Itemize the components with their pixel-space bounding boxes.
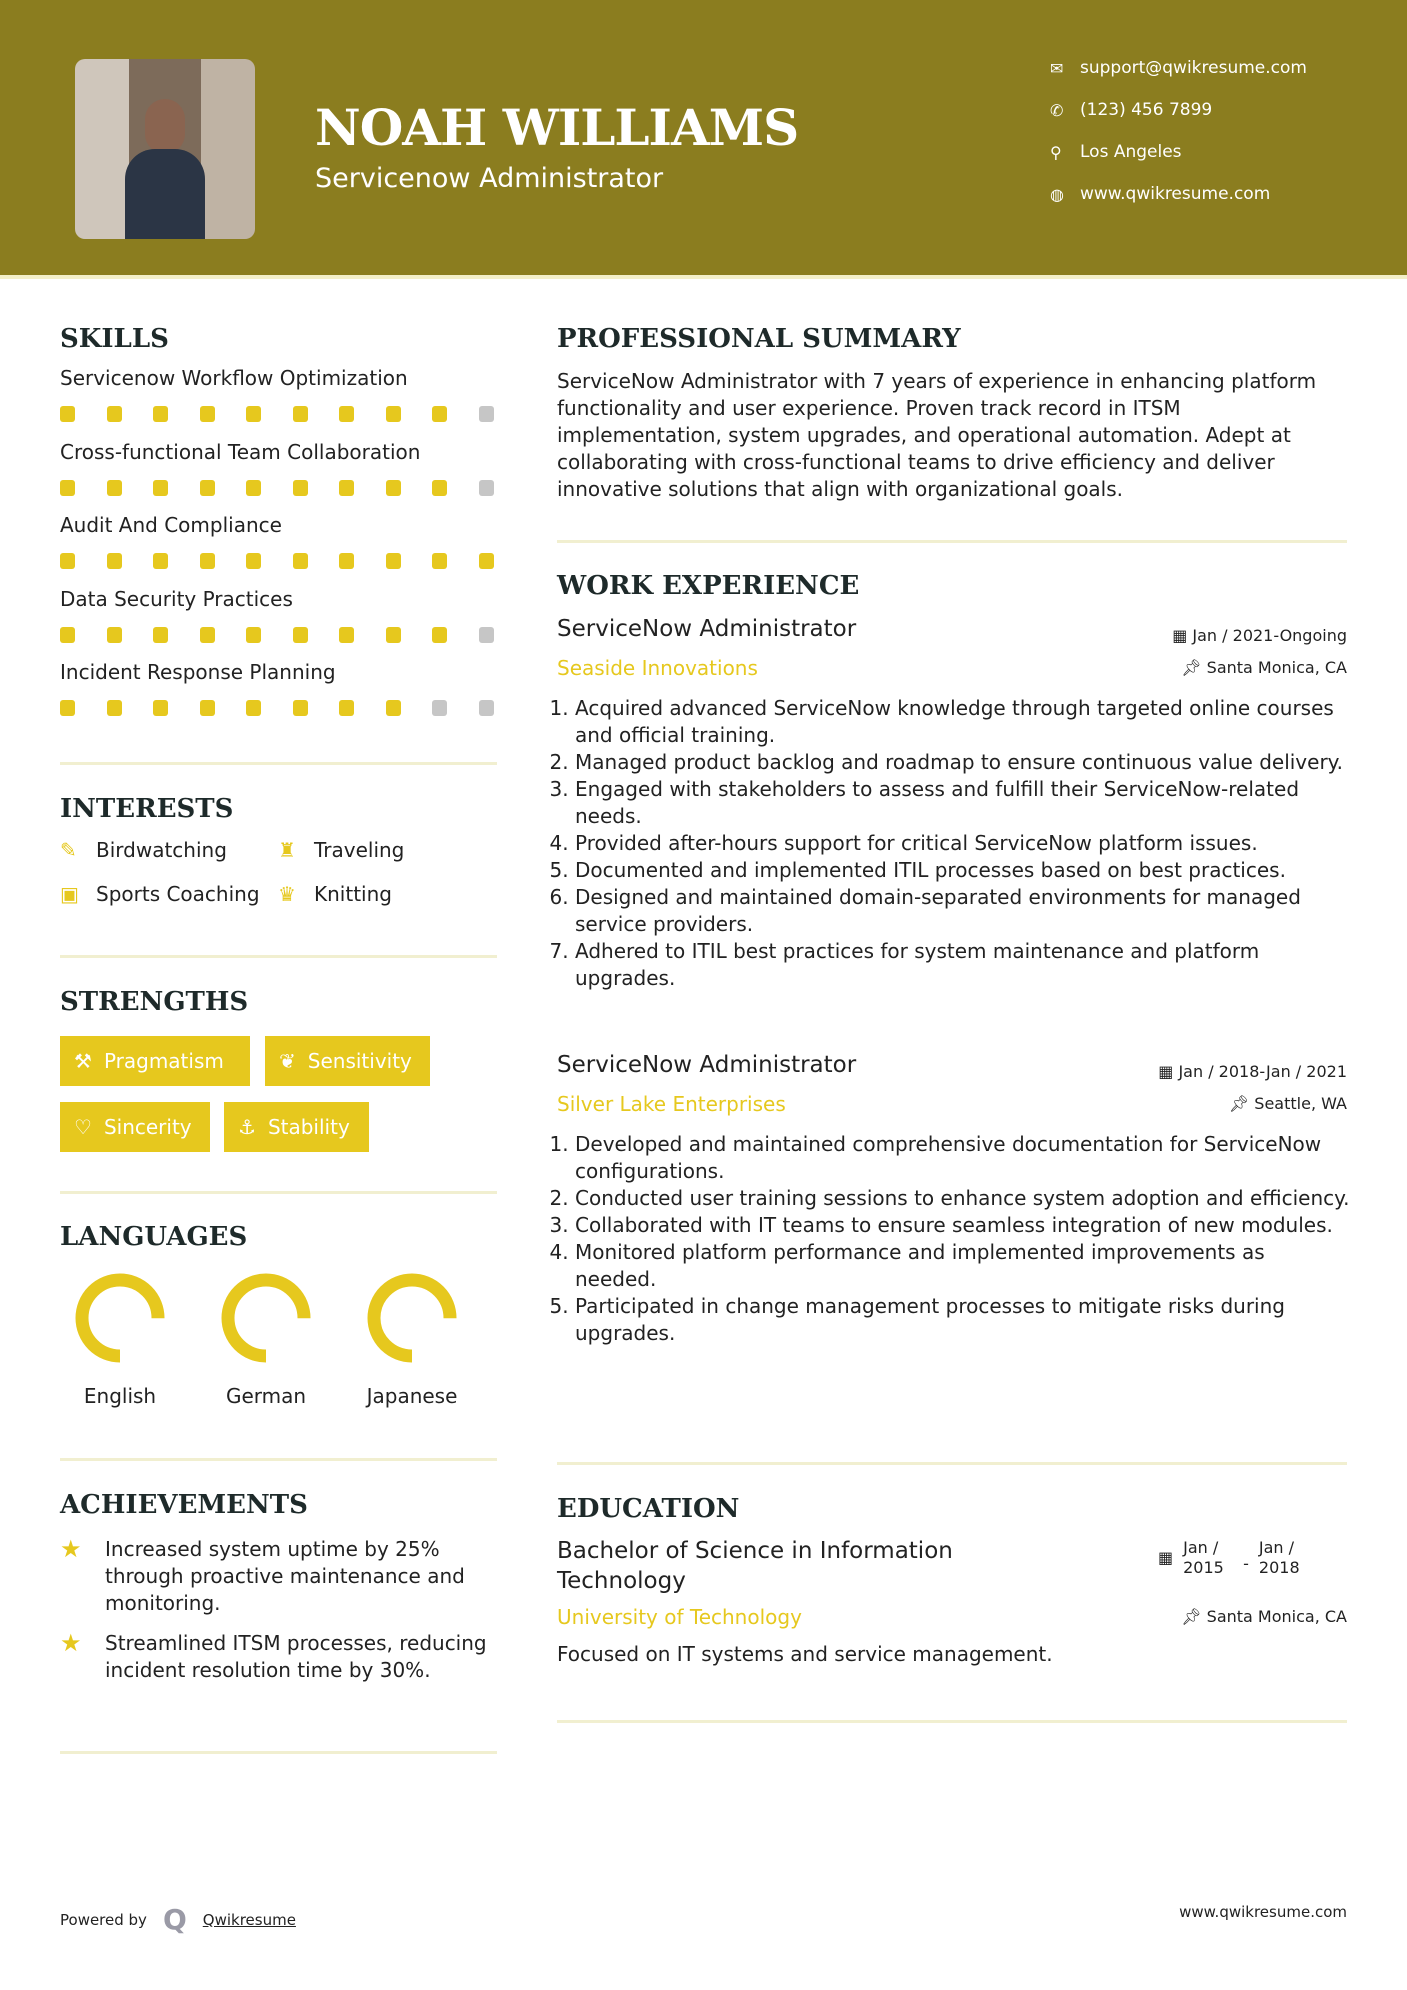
rating-dot-filled	[153, 406, 168, 422]
candidate-name: NOAH WILLIAMS	[315, 98, 799, 157]
section-divider	[60, 1751, 497, 1754]
achievement-text: Increased system uptime by 25% through proactive maintenance and monitoring.	[105, 1537, 465, 1615]
summary-text: ServiceNow Administrator with 7 years of experience in enhancing platform functionality and user experience. Proven track record in ITSM implementation, system upgrades, and operational automation. Adept at collaborating with cross-functional teams to drive efficiency and deliver innovative solutions that align with organizational goals.	[557, 369, 1317, 501]
rating-dot-filled	[293, 406, 308, 422]
contact-website[interactable]	[1050, 184, 1270, 204]
rating-dot-filled	[246, 700, 261, 716]
rating-dot-filled	[432, 480, 447, 496]
footer-powered	[60, 1903, 296, 1936]
job-dates	[1172, 626, 1347, 645]
strength-label: Sensitivity	[307, 1049, 412, 1073]
language-name: German	[225, 1384, 307, 1408]
qwikresume-logo-icon: Q	[162, 1903, 187, 1936]
achievement-text: Streamlined ITSM processes, reducing incident resolution time by 30%.	[105, 1631, 487, 1682]
rating-dot-empty	[432, 700, 447, 716]
rating-dot-filled	[60, 627, 75, 643]
achievement-item	[60, 1630, 500, 1684]
job-bullet: 7. Adhered to ITIL best practices for system maintenance and platform upgrades.	[575, 938, 1350, 992]
education-description: Focused on IT systems and service management.	[557, 1642, 1053, 1666]
rating-dot-empty	[479, 406, 494, 422]
rating-dot-empty	[479, 627, 494, 643]
pushpin-icon: 📌︎	[1181, 1607, 1207, 1626]
rating-dot-filled	[200, 700, 215, 716]
trophy-icon: ♛	[278, 882, 296, 906]
map-pin-icon: ⚲	[1050, 142, 1062, 162]
skill-rating	[60, 480, 525, 496]
end-date: Jan / 2018	[1258, 1538, 1300, 1577]
interests-heading: INTERESTS	[60, 794, 234, 824]
footer-website[interactable]: www.qwikresume.com	[1179, 1903, 1347, 1921]
qwikresume-link[interactable]: Qwikresume	[202, 1910, 296, 1929]
rating-dot-filled	[293, 700, 308, 716]
job-title: ServiceNow Administrator	[557, 1052, 857, 1078]
strength-tag	[60, 1102, 210, 1152]
education-location	[1181, 1607, 1347, 1626]
job-bullet: 5. Documented and implemented ITIL processes based on best practices.	[575, 857, 1350, 884]
section-divider	[60, 955, 497, 958]
rating-dot-filled	[60, 406, 75, 422]
interest-label: Traveling	[314, 838, 405, 862]
job-bullet: 5. Participated in change management processes to mitigate risks during upgrades.	[575, 1293, 1350, 1347]
calendar-icon: ▦	[1172, 626, 1193, 645]
education-heading: EDUCATION	[557, 1494, 740, 1524]
rating-dot-filled	[153, 700, 168, 716]
rating-dot-filled	[246, 627, 261, 643]
interest-item	[278, 882, 392, 906]
skill-name: Data Security Practices	[60, 586, 293, 611]
language-item	[352, 1272, 472, 1408]
rating-dot-filled	[60, 553, 75, 569]
shooting-star-icon: ★	[60, 1629, 82, 1657]
education-dates	[1158, 1538, 1309, 1578]
strength-tag	[60, 1036, 250, 1086]
job-bullet: 3. Collaborated with IT teams to ensure seamless integration of new modules.	[575, 1212, 1350, 1239]
skill-rating	[60, 406, 525, 422]
job-bullet: 3. Engaged with stakeholders to assess and fulfill their ServiceNow-related needs.	[575, 776, 1350, 830]
website-text: www.qwikresume.com	[1080, 184, 1271, 204]
interest-item	[60, 838, 227, 862]
binoculars-icon: ♜	[278, 838, 296, 862]
work-heading: WORK EXPERIENCE	[557, 571, 860, 601]
skill-name: Cross-functional Team Collaboration	[60, 439, 421, 464]
rating-dot-filled	[339, 700, 354, 716]
dates-text: Jan / 2018-Jan / 2021	[1178, 1062, 1347, 1081]
school-name: University of Technology	[557, 1605, 802, 1629]
language-item	[206, 1272, 326, 1408]
phone-text: (123) 456 7899	[1080, 100, 1213, 120]
job-bullet: 4. Monitored platform performance and implemented improvements as needed.	[575, 1239, 1350, 1293]
rating-dot-filled	[60, 480, 75, 496]
language-item	[60, 1272, 180, 1408]
company-name: Seaside Innovations	[557, 656, 758, 680]
start-date: Jan / 2015	[1183, 1538, 1224, 1577]
rating-dot-filled	[246, 480, 261, 496]
section-divider	[557, 1720, 1347, 1723]
strength-label: Stability	[267, 1115, 350, 1139]
rating-dot-filled	[200, 406, 215, 422]
rating-dot-filled	[386, 627, 401, 643]
rating-dot-filled	[339, 406, 354, 422]
strength-label: Pragmatism	[103, 1049, 224, 1073]
anchor-icon: ⚓	[238, 1115, 256, 1139]
company-name: Silver Lake Enterprises	[557, 1092, 786, 1116]
section-divider	[557, 540, 1347, 543]
job-bullet: 1. Developed and maintained comprehensive documentation for ServiceNow configurations.	[575, 1131, 1350, 1185]
rating-dot-filled	[293, 627, 308, 643]
job-bullet: 1. Acquired advanced ServiceNow knowledge through targeted online courses and official training.	[575, 695, 1350, 749]
rating-dot-filled	[386, 553, 401, 569]
phone-icon: ✆	[1050, 100, 1064, 120]
rating-dot-filled	[107, 480, 122, 496]
email-text: support@qwikresume.com	[1080, 58, 1307, 78]
interest-label: Knitting	[314, 882, 392, 906]
leaf-icon: ❦	[279, 1049, 296, 1073]
profile-photo	[75, 59, 255, 239]
language-name: Japanese	[366, 1384, 458, 1408]
contact-email[interactable]	[1050, 58, 1307, 78]
job-bullets	[575, 695, 1350, 992]
language-name: English	[83, 1384, 157, 1408]
rating-dot-filled	[153, 627, 168, 643]
rating-dot-filled	[60, 700, 75, 716]
job-bullet: 6. Designed and maintained domain-separated environments for managed service providers.	[575, 884, 1350, 938]
rating-dot-filled	[479, 553, 494, 569]
section-divider	[557, 1462, 1347, 1465]
location-text: Santa Monica, CA	[1206, 658, 1347, 677]
skills-heading: SKILLS	[60, 324, 169, 354]
strengths-heading: STRENGTHS	[60, 987, 249, 1017]
skill-name: Servicenow Workflow Optimization	[60, 366, 408, 390]
rating-dot-filled	[200, 627, 215, 643]
section-divider	[60, 1191, 497, 1194]
header-divider	[0, 275, 1407, 279]
contact-location	[1050, 142, 1182, 162]
rating-dot-filled	[246, 406, 261, 422]
envelope-icon: ✉	[1050, 58, 1064, 78]
skill-rating	[60, 553, 525, 569]
rating-dot-filled	[432, 553, 447, 569]
rating-dot-filled	[246, 553, 261, 569]
interest-label: Sports Coaching	[96, 882, 260, 906]
rating-dot-filled	[339, 480, 354, 496]
interest-item	[60, 882, 260, 906]
pushpin-icon: 📌︎	[1181, 658, 1207, 677]
location-text: Los Angeles	[1080, 142, 1182, 162]
strength-tag	[265, 1036, 430, 1086]
job-dates	[1158, 1062, 1347, 1081]
location-text: Santa Monica, CA	[1206, 1607, 1347, 1626]
calendar-icon: ▦	[1158, 1548, 1174, 1567]
rating-dot-filled	[293, 480, 308, 496]
section-divider	[60, 1458, 497, 1461]
contact-phone	[1050, 100, 1212, 120]
language-progress-ring	[366, 1272, 458, 1364]
job-bullet: 4. Provided after-hours support for critical ServiceNow platform issues.	[575, 830, 1350, 857]
rating-dot-filled	[293, 553, 308, 569]
job-bullet: 2. Managed product backlog and roadmap to ensure continuous value delivery.	[575, 749, 1350, 776]
calendar-icon: ▦	[1158, 1062, 1179, 1081]
pushpin-icon: 📌︎	[1228, 1094, 1255, 1113]
heart-icon: ♡	[74, 1115, 92, 1139]
rating-dot-filled	[339, 553, 354, 569]
interest-label: Birdwatching	[96, 838, 227, 862]
globe-icon: ◍	[1050, 184, 1064, 204]
skill-name: Audit And Compliance	[60, 513, 282, 537]
rating-dot-filled	[432, 406, 447, 422]
skill-rating	[60, 700, 525, 716]
summary-heading: PROFESSIONAL SUMMARY	[557, 324, 961, 354]
rating-dot-filled	[107, 406, 122, 422]
rating-dot-filled	[386, 700, 401, 716]
rating-dot-filled	[107, 553, 122, 569]
rating-dot-filled	[339, 627, 354, 643]
rating-dot-filled	[200, 480, 215, 496]
dates-text: Jan / 2021-Ongoing	[1192, 626, 1347, 645]
strength-tag	[224, 1102, 369, 1152]
interest-item	[278, 838, 404, 862]
rating-dot-filled	[200, 553, 215, 569]
job-title: ServiceNow Administrator	[557, 616, 857, 642]
section-divider	[60, 762, 497, 765]
gavel-icon: ⚒	[74, 1049, 92, 1073]
rating-dot-filled	[107, 700, 122, 716]
rating-dot-empty	[479, 700, 494, 716]
job-bullets	[575, 1131, 1350, 1347]
rating-dot-filled	[107, 627, 122, 643]
achievements-heading: ACHIEVEMENTS	[60, 1490, 308, 1520]
rating-dot-filled	[386, 480, 401, 496]
rating-dot-empty	[479, 480, 494, 496]
location-text: Seattle, WA	[1254, 1094, 1347, 1113]
skill-rating	[60, 627, 525, 643]
languages-heading: LANGUAGES	[60, 1222, 248, 1252]
date-separator: -	[1243, 1554, 1249, 1573]
job-location	[1181, 658, 1347, 677]
strength-label: Sincerity	[103, 1115, 192, 1139]
skill-name: Incident Response Planning	[60, 660, 336, 684]
rating-dot-filled	[432, 627, 447, 643]
pencil-icon: ✎	[60, 838, 77, 862]
rating-dot-filled	[153, 480, 168, 496]
shooting-star-icon: ★	[60, 1535, 82, 1563]
degree-title: Bachelor of Science in Information Technology	[557, 1538, 953, 1594]
briefcase-icon: ▣	[60, 882, 79, 906]
job-bullet: 2. Conducted user training sessions to enhance system adoption and efficiency.	[575, 1185, 1350, 1212]
language-progress-ring	[74, 1272, 166, 1364]
candidate-title: Servicenow Administrator	[315, 163, 664, 194]
achievement-item	[60, 1536, 500, 1617]
job-location	[1229, 1094, 1347, 1113]
language-progress-ring	[220, 1272, 312, 1364]
rating-dot-filled	[153, 553, 168, 569]
powered-by-text: Powered by	[60, 1910, 147, 1929]
rating-dot-filled	[386, 406, 401, 422]
